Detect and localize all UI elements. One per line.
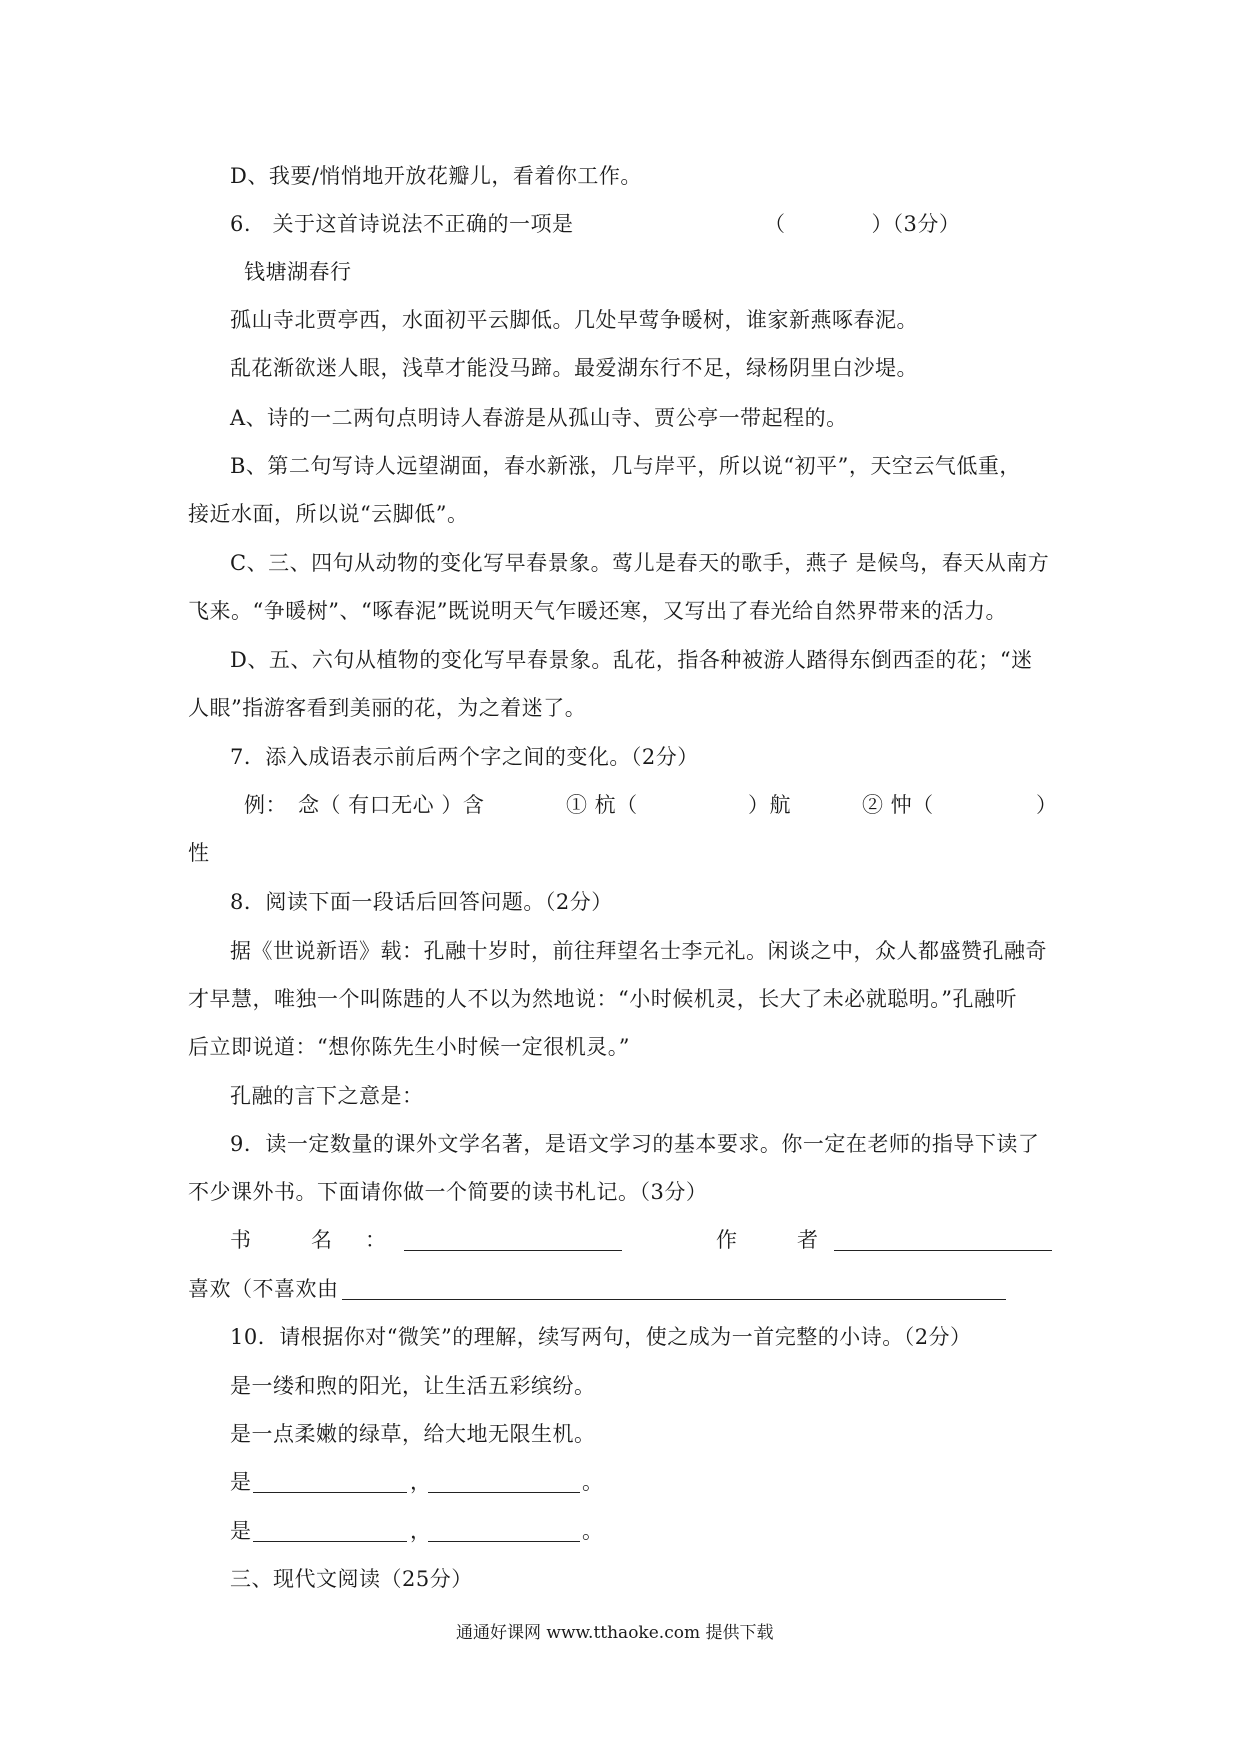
poem-given-line: 是一缕和煦的阳光，让生活五彩缤纷。 <box>230 1374 596 1398</box>
q8-passage: 据《世说新语》载：孔融十岁时，前往拜望名士李元礼。闲谈之中，众人都盛赞孔融奇 <box>230 939 1047 963</box>
fill-comma: ， <box>410 1470 432 1494</box>
q10-stem: 10．请根据你对“微笑”的理解，续写两句，使之成为一首完整的小诗。（2分） <box>230 1325 972 1349</box>
fill-end: 。 <box>582 1470 604 1494</box>
reason-blank[interactable] <box>342 1279 1006 1300</box>
q8-stem: 8．阅读下面一段话后回答问题。（2分） <box>230 890 613 914</box>
q6-option-d: D、五、六句从植物的变化写早春景象。乱花，指各种被游人踏得东倒西歪的花；“迷 <box>230 648 1033 672</box>
fill-line-start: 是 <box>230 1519 252 1543</box>
book-name-blank[interactable] <box>404 1230 622 1251</box>
q7-item2-close: ） <box>1036 793 1058 817</box>
q9-stem-cont: 不少课外书。下面请你做一个简要的读书札记。（3分） <box>188 1180 708 1204</box>
q7-example: 例： 念（ 有口无心 ）含 <box>244 793 485 817</box>
poem-line: 孤山寺北贾亭西，水面初平云脚低。几处早莺争暖树，谁家新燕啄春泥。 <box>230 308 918 332</box>
q6-option-b: B、第二句写诗人远望湖面，春水新涨，几与岸平，所以说“初平”，天空云气低重， <box>230 454 1021 478</box>
fill-blank[interactable] <box>253 1521 407 1542</box>
q7-stem: 7．添入成语表示前后两个字之间的变化。（2分） <box>230 745 699 769</box>
q6-option-c-cont: 飞来。“争暖树”、“啄春泥”既说明天气乍暖还寒，又写出了春光给自然界带来的活力。 <box>188 599 1007 623</box>
q6-score: （3分） <box>882 212 961 236</box>
q7-item1-open: ① 杭（ <box>566 793 638 817</box>
q6-option-d-cont: 人眼”指游客看到美丽的花，为之着迷了。 <box>188 696 587 720</box>
poem-line: 乱花渐欲迷人眼，浅草才能没马蹄。最爱湖东行不足，绿杨阴里白沙堤。 <box>230 356 918 380</box>
q8-prompt: 孔融的言下之意是： <box>230 1084 424 1108</box>
author-blank[interactable] <box>834 1230 1052 1251</box>
section-title: 三、现代文阅读（25分） <box>230 1567 473 1591</box>
author-label: 作 者 <box>716 1228 824 1252</box>
q7-item2-open: ② 忡（ <box>862 793 934 817</box>
q6-stem: 6. 关于这首诗说法不正确的一项是 <box>230 212 574 236</box>
q7-item1-close: ）航 <box>748 793 791 817</box>
fill-blank[interactable] <box>428 1472 580 1493</box>
fill-line-start: 是 <box>230 1470 252 1494</box>
book-name-label: 书 名 ： <box>230 1228 392 1252</box>
q8-passage: 才早慧，唯独一个叫陈韪的人不以为然地说：“小时候机灵，长大了未必就聪明。”孔融听 <box>188 987 1017 1011</box>
poem-given-line: 是一点柔嫩的绿草，给大地无限生机。 <box>230 1422 596 1446</box>
fill-end: 。 <box>582 1519 604 1543</box>
fill-comma: ， <box>410 1519 432 1543</box>
poem-title: 钱塘湖春行 <box>244 260 352 284</box>
q6-option-c: C、三、四句从动物的变化写早春景象。莺儿是春天的歌手，燕子 是候鸟，春天从南方 <box>230 551 1050 575</box>
page-footer: 通通好课网 www.tthaoke.com 提供下载 <box>456 1623 774 1643</box>
q7-wrap: 性 <box>188 841 210 865</box>
fill-blank[interactable] <box>428 1521 580 1542</box>
q5-option-d: D、我要/悄悄地开放花瓣儿，看着你工作。 <box>230 164 642 188</box>
fill-blank[interactable] <box>253 1472 407 1493</box>
reason-label: 喜欢（不喜欢由 <box>188 1277 339 1301</box>
q6-option-b-cont: 接近水面，所以说“云脚低”。 <box>188 502 469 526</box>
q6-option-a: A、诗的一二两句点明诗人春游是从孤山寺、贾公亭一带起程的。 <box>230 406 848 430</box>
q6-answer-paren: （ ） <box>764 212 893 236</box>
q8-passage: 后立即说道：“想你陈先生小时候一定很机灵。” <box>188 1035 630 1059</box>
q9-stem: 9．读一定数量的课外文学名著，是语文学习的基本要求。你一定在老师的指导下读了 <box>230 1132 1040 1156</box>
